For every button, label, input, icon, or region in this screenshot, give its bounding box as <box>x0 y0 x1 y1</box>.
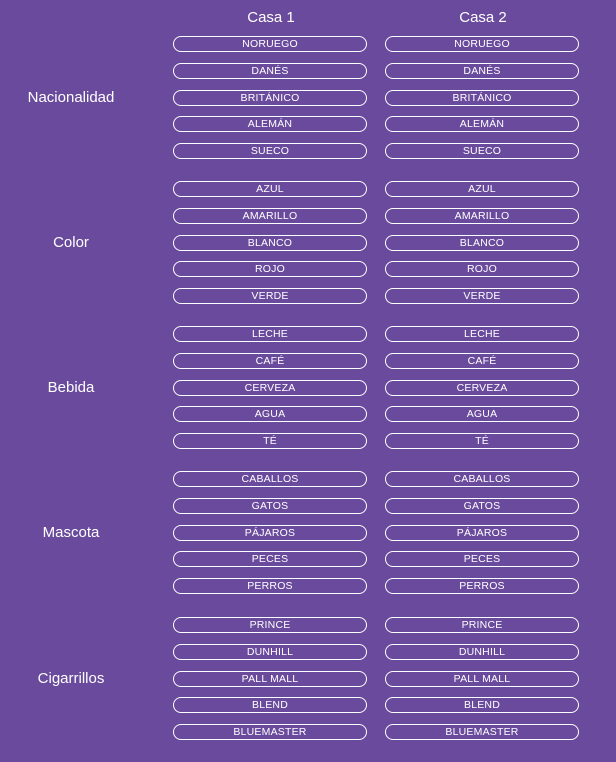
option-button[interactable]: PECES <box>173 551 367 567</box>
option-button[interactable]: SUECO <box>385 143 579 159</box>
option-button[interactable]: AMARILLO <box>385 208 579 224</box>
option-button[interactable]: PERROS <box>173 578 367 594</box>
option-button[interactable]: NORUEGO <box>385 36 579 52</box>
category-label: Cigarrillos <box>37 670 105 688</box>
option-button[interactable]: PÁJAROS <box>385 525 579 541</box>
option-button[interactable]: BLEND <box>173 697 367 713</box>
house-2-header: Casa 2 <box>459 9 507 26</box>
option-button[interactable]: BLUEMASTER <box>173 724 367 740</box>
option-button[interactable]: GATOS <box>173 498 367 514</box>
option-button[interactable]: BRITÁNICO <box>173 90 367 106</box>
option-button[interactable]: NORUEGO <box>173 36 367 52</box>
category-label: Nacionalidad <box>27 89 115 107</box>
option-button[interactable]: TÉ <box>173 433 367 449</box>
option-button[interactable]: ALEMÁN <box>385 116 579 132</box>
option-button[interactable]: VERDE <box>173 288 367 304</box>
option-button[interactable]: PRINCE <box>173 617 367 633</box>
option-button[interactable]: CAFÉ <box>385 353 579 369</box>
option-button[interactable]: ROJO <box>173 261 367 277</box>
option-button[interactable]: AGUA <box>385 406 579 422</box>
option-button[interactable]: BRITÁNICO <box>385 90 579 106</box>
option-button[interactable]: CABALLOS <box>385 471 579 487</box>
option-button[interactable]: PÁJAROS <box>173 525 367 541</box>
option-button[interactable]: BLANCO <box>385 235 579 251</box>
option-button[interactable]: DANÉS <box>385 63 579 79</box>
option-button[interactable]: LECHE <box>385 326 579 342</box>
option-button[interactable]: GATOS <box>385 498 579 514</box>
option-button[interactable]: ALEMÁN <box>173 116 367 132</box>
option-button[interactable]: CERVEZA <box>173 380 367 396</box>
option-button[interactable]: DUNHILL <box>385 644 579 660</box>
option-button[interactable]: BLANCO <box>173 235 367 251</box>
option-button[interactable]: LECHE <box>173 326 367 342</box>
option-button[interactable]: BLUEMASTER <box>385 724 579 740</box>
category-label: Mascota <box>42 524 100 542</box>
option-button[interactable]: CAFÉ <box>173 353 367 369</box>
option-button[interactable]: DANÉS <box>173 63 367 79</box>
option-button[interactable]: DUNHILL <box>173 644 367 660</box>
category-label: Bebida <box>47 379 95 397</box>
option-button[interactable]: PALL MALL <box>385 671 579 687</box>
option-button[interactable]: TÉ <box>385 433 579 449</box>
option-button[interactable]: PALL MALL <box>173 671 367 687</box>
house-1-header: Casa 1 <box>247 9 295 26</box>
option-button[interactable]: PECES <box>385 551 579 567</box>
option-button[interactable]: AZUL <box>173 181 367 197</box>
option-button[interactable]: ROJO <box>385 261 579 277</box>
option-button[interactable]: AMARILLO <box>173 208 367 224</box>
option-button[interactable]: BLEND <box>385 697 579 713</box>
option-button[interactable]: PERROS <box>385 578 579 594</box>
option-button[interactable]: CABALLOS <box>173 471 367 487</box>
option-button[interactable]: VERDE <box>385 288 579 304</box>
option-button[interactable]: PRINCE <box>385 617 579 633</box>
option-button[interactable]: AGUA <box>173 406 367 422</box>
option-button[interactable]: SUECO <box>173 143 367 159</box>
option-button[interactable]: AZUL <box>385 181 579 197</box>
option-button[interactable]: CERVEZA <box>385 380 579 396</box>
category-label: Color <box>53 234 89 252</box>
